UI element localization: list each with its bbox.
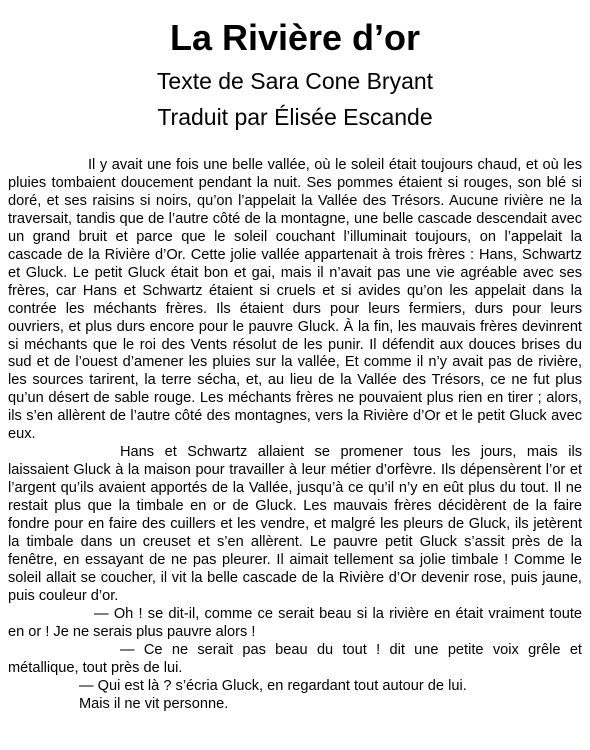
author-line: Texte de Sara Cone Bryant (156, 68, 434, 94)
paragraph: Il y avait une fois une belle vallée, où le soleil était toujours chaud, et où les pluies tombaient doucement pendant la nuit. Ses pommes étaient si rouges, son blé si doré, et ses raisins si noirs, qu’on l’appelait la Vallée des Trésors. Aucune rivière ne la traversait, tandis que de l’autre côté de la montagne, une belle cascade descendait avec un grand bruit et parce que le soleil couchant l’illuminait toujours, on l’appelait la cascade de la Rivière d’Or. Cette jolie vallée appartenait à trois frères : Hans, Schwartz et Gluck. Le petit Gluck était bon et gai, mais il n’avait pas une vie agréable avec ses frères, car Hans et Schwartz étaient si cruels et si avides qu’on les appelait dans la contrée les méchants frères. Ils étaient durs pour leurs fermiers, durs pour leurs ouvriers, et plus durs encore pour le pauvre Gluck. À la fin, les mauvais frères devinrent si méchants que le roi des Vents résolut de les punir. Il défendit aux douces brises du sud et de l’ouest d’amener les pluies sur la vallée, Et comme il n’y avait pas de rivière, les sources tarirent, la terre sécha, et, au lieu de la Vallée des Trésors, ce ne fut plus qu’un désert de sable rouge. Les méchants frères ne pouvaient plus rien en tirer ; alors, ils s’en allèrent de l’autre côté des montagnes, vers la Rivière d’Or et le petit Gluck avec eux. (8, 157, 582, 443)
translator-line: Traduit par Élisée Escande (157, 104, 433, 130)
paragraph: Mais il ne vit personne. (79, 695, 229, 712)
story-body (8, 157, 582, 714)
paragraph: — Qui est là ? s’écria Gluck, en regardant tout autour de lui. (79, 677, 467, 694)
paragraph: — Ce ne serait pas beau du tout ! dit une petite voix grêle et métallique, tout près de lui. (8, 641, 582, 676)
document-title: La Rivière d’or (169, 17, 421, 58)
paragraph: Hans et Schwartz allaient se promener tous les jours, mais ils laissaient Gluck à la maison pour travailler à leur métier d’orfèvre. Ils dépensèrent l’or et l’argent qu’ils avaient apportés de la Vallée, jusqu’à ce qu’il n’y en eût plus du tout. Il ne restait plus que la timbale en or de Gluck. Les mauvais frères décidèrent de la faire fondre pour en faire des cuillers et les vendre, et malgré les pleurs de Gluck, ils jetèrent la timbale dans un creuset et s’en allèrent. Le pauvre petit Gluck s’assit près de la fenêtre, en essayant de ne pas pleurer. Il aimait tellement sa jolie timbale ! Comme le soleil allait se coucher, il vit la belle cascade de la Rivière d’Or devenir rose, puis jaune, puis couleur d’or. (8, 444, 582, 604)
paragraph: — Oh ! se dit-il, comme ce serait beau si la rivière en était vraiment toute en or ! Je ne serais plus pauvre alors ! (8, 605, 582, 640)
